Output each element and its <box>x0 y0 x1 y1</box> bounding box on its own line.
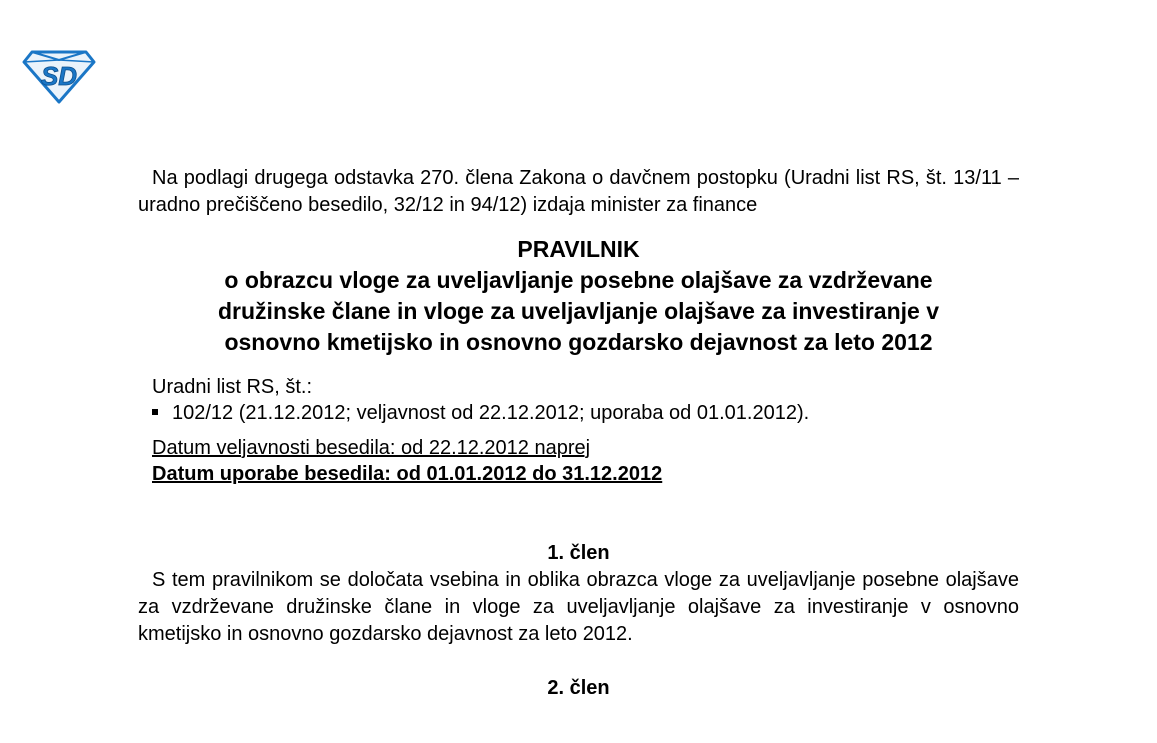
article-1-heading: 1. člen <box>547 542 610 564</box>
intro-paragraph <box>138 165 1019 219</box>
application-date: Datum uporabe besedila: od 01.01.2012 do 31.12.2012 <box>152 463 663 485</box>
text-dates <box>138 435 1019 487</box>
title-line-1: o obrazcu vloge za uveljavljanje posebne olajšave za vzdrževane <box>224 267 933 293</box>
intro-text: Na podlagi drugega odstavka 270. člena Zakona o davčnem postopku (Uradni list RS, št. 13/11 – uradno prečiščeno besedilo, 32/12 in 94/12) izdaja minister za finance <box>138 167 1019 216</box>
gazette-reference <box>138 374 1019 426</box>
document-body <box>138 165 1019 702</box>
sd-shield-logo-icon <box>22 48 96 104</box>
title-line-2: družinske člane in vloge za uveljavljanje olajšave za investiranje v <box>218 298 939 324</box>
bullet-icon <box>152 409 158 415</box>
title-line-3: osnovno kmetijsko in osnovno gozdarsko dejavnost za leto 2012 <box>224 329 933 355</box>
logo-text: SD <box>40 61 78 91</box>
document-title <box>138 234 1019 358</box>
validity-date: Datum veljavnosti besedila: od 22.12.2012 naprej <box>152 437 591 459</box>
article-2-heading: 2. člen <box>547 677 610 699</box>
article-1-text <box>138 567 1019 648</box>
article-1-body: S tem pravilnikom se določata vsebina in oblika obrazca vloge za uveljavljanje posebne olajšave za vzdrževane družinske člane in vloge za uveljavljanje olajšave za investiranje v osnovno kmetijsko in osnovno gozdarsko dejavnost za leto 2012. <box>138 569 1019 645</box>
gazette-label: Uradni list RS, št.: <box>152 376 313 398</box>
list-item <box>152 400 1019 426</box>
title-main: PRAVILNIK <box>517 236 640 262</box>
gazette-item-text: 102/12 (21.12.2012; veljavnost od 22.12.2012; uporaba od 01.01.2012). <box>172 402 810 424</box>
